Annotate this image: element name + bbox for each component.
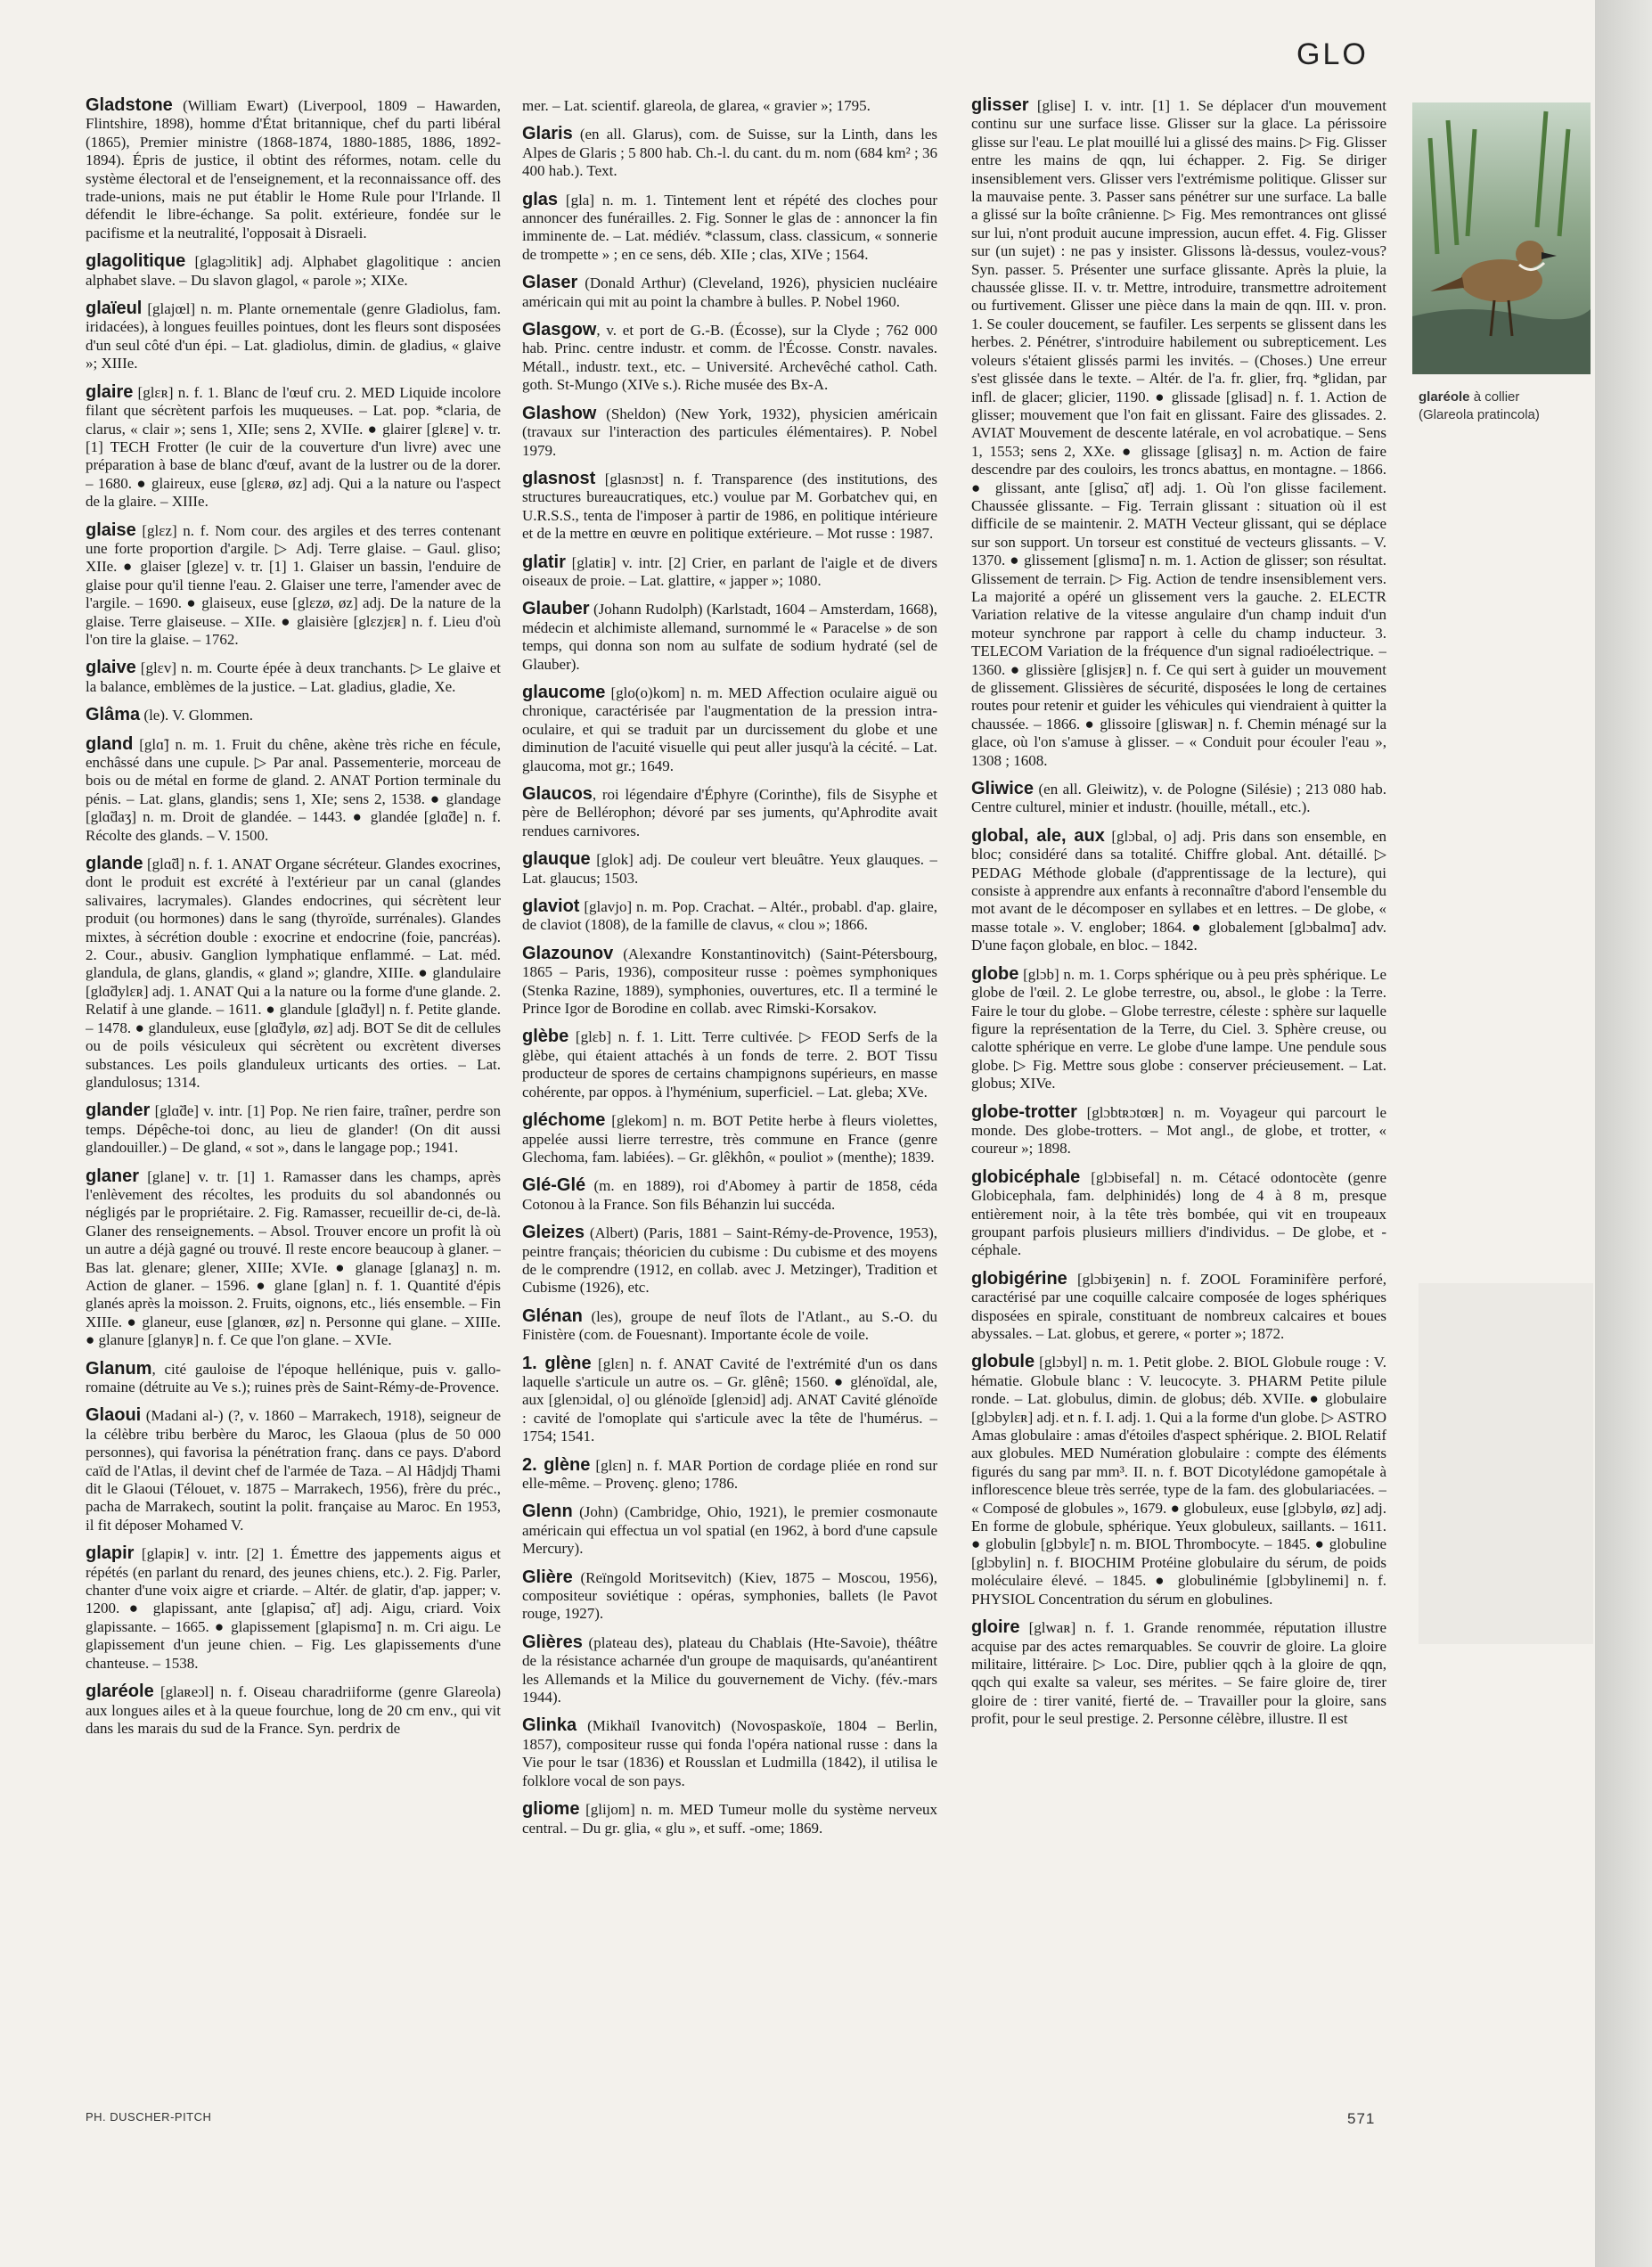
- dictionary-entry: [522, 683, 937, 775]
- column-2: [522, 96, 937, 2101]
- entry-text: (le). V. Glommen.: [140, 707, 254, 724]
- dictionary-entry: [522, 600, 937, 674]
- entry-text: (Reïngold Moritsevitch) (Kiev, 1875 – Moscou, 1956), compositeur soviétique : opéras, symphonies, ballets (le Pavot rouge, 1927).: [522, 1568, 937, 1623]
- entry-headword: glaner: [86, 1166, 140, 1186]
- entry-text: (Donald Arthur) (Cleveland, 1926), physicien nucléaire américain qui mit au point la chambre à bulles. P. Nobel 1960.: [522, 274, 937, 310]
- entry-headword: 1. glène: [522, 1353, 592, 1373]
- entry-headword: glaïeul: [86, 299, 143, 319]
- entry-text: [glɑ̃d] n. f. 1. ANAT Organe sécréteur. Glandes exocrines, dont le produit est excrété à l'extérieur par un canal (glandes salivaires, lacrymales). Glandes endocrines, qui sécrètent leur produit (ou hormones) dans le sang (thyroïde, surrénales). Glandes mixtes, à sécrétion double : exocrine et endocrine (foie, pancréas). 2. Cour., abusiv. Ganglion lymphatique enflammé. – Lat. méd. glandula, de glans, glandis, « gland »; glandre, XIIIe. ● glandulaire [glɑ̃dylɛʀ] adj. 1. ANAT Qui a la nature ou la forme d'une glande. 2. Relatif à une glande. – 1611. ● glandule [glɑ̃dyl] n. f. Petite glande. – 1478. ● glanduleux, euse [glɑ̃dylø, øz] adj. BOT Se dit de cellules ou de poils vésiculeux qui sécrètent ou excrètent diverses substances. Les poils glanduleux urticants des orties. – Lat. glandulosus; 1314.: [86, 855, 501, 1091]
- entry-text: [glɔbiʒeʀin] n. f. ZOOL Foraminifère perforé, caractérisé par une coquille calcaire composée de loges sphériques disposées en spirale, constituant de nombreux calcaires et boues abyssales. – Lat. globus, et gerere, « porter »; 1872.: [971, 1270, 1386, 1342]
- entry-text: (en all. Gleiwitz), v. de Pologne (Silésie) ; 213 080 hab. Centre culturel, minier et industr. (houille, métall., etc.).: [971, 781, 1386, 816]
- entry-headword: glatir: [522, 552, 566, 572]
- entry-text: (William Ewart) (Liverpool, 1809 – Hawarden, Flintshire, 1898), homme d'État britannique, chef du parti libéral (1865), Premier ministre (1868-1874, 1880-1885, 1886, 1892-1894). Épris de justice, il obtint des réformes, notam. celle du système électoral et de l'enseignement, et la reconnaissance off. des trade-unions, mais ne put établir le Home Rule pour l'Irlande. Il défendit le libre-échange. Sa polit. extérieure, fondée sur le pacifisme et la neutralité, l'opposait à Disraeli.: [86, 97, 501, 241]
- dictionary-entry: [522, 1800, 937, 1837]
- column-3: [971, 96, 1386, 2101]
- entry-text: [glwaʀ] n. f. 1. Grande renommée, réputation illustre acquise par des actes remarquables. Se couvrir de gloire. La gloire militaire, littéraire. ▷ Loc. Dire, publier qqch à la gloire de qqn, qqch qui exalte sa valeur, ses mérites. – Se faire gloire de, tirer gloire de : tirer vanité, fierté de. – Travailler pour la gloire, sans profit, pour le seul prestige. 2. Personne célèbre, illustre. Il est: [971, 1619, 1386, 1728]
- dictionary-entry: [86, 706, 501, 724]
- entry-headword: glaive: [86, 658, 136, 678]
- photo-credit: PH. DUSCHER-PITCH: [86, 2110, 212, 2124]
- entry-headword: globe: [971, 963, 1019, 984]
- entry-headword: globigérine: [971, 1268, 1067, 1289]
- dictionary-entry: [522, 1633, 937, 1707]
- dictionary-entry: [86, 1682, 501, 1738]
- entry-headword: Glières: [522, 1632, 583, 1652]
- entry-headword: Gliwice: [971, 779, 1035, 799]
- entry-text: (Mikhaïl Ivanovitch) (Novospaskoïe, 1804 – Berlin, 1857), compositeur russe qui fonda l'opéra national russe : dans la Vie pour le tsar (1836) et Rousslan et Ludmilla (1842), il utilisa le folklore vocal de son pays.: [522, 1717, 937, 1789]
- dictionary-entry: [522, 321, 937, 395]
- dictionary-entry: [522, 1354, 937, 1446]
- dictionary-entry: [522, 1224, 937, 1297]
- entry-headword: globule: [971, 1352, 1035, 1372]
- caption-text: à collier: [1469, 389, 1520, 405]
- dictionary-entry: [86, 1544, 501, 1673]
- entry-headword: glas: [522, 189, 559, 209]
- entry-headword: glaucome: [522, 682, 606, 702]
- entry-text: (Madani al-) (?, v. 1860 – Marrakech, 1918), seigneur de la célèbre tribu berbère du Maroc, les Glaoua (plus de 50 000 personnes), qui favorisa la pénétration franç. dans ce pays. D'abord caïd de l'Atlas, il devint chef de l'armée de Taza. – Al Hâdjdj Thami dit le Glaoui (Télouet, v. 1875 – Marrakech, 1956), frère du préc., pacha de Marrakech, soutint la polit. française au Maroc. En 1953, il fit déposer Mohamed V.: [86, 1407, 501, 1534]
- dictionary-entry: [522, 1111, 937, 1166]
- entry-text: (Albert) (Paris, 1881 – Saint-Rémy-de-Provence, 1953), peintre français; théoricien du cubisme : Du cubisme et des moyens de le comprendre (1912, en collab. avec J. Metzinger), Tradition et Cubisme (1926), etc.: [522, 1224, 937, 1297]
- dictionary-entry: [522, 1307, 937, 1345]
- entry-text: [glaʀeɔl] n. f. Oiseau charadriiforme (genre Glareola) aux longues ailes et à la queue fourchue, long de 20 cm env., qui vit dans les marais du sud de la France. Syn. perdrix de: [86, 1683, 501, 1737]
- dictionary-entry: [86, 1360, 501, 1397]
- entry-text: [glɛb] n. f. 1. Litt. Terre cultivée. ▷ FEOD Serfs de la glèbe, qui étaient attachés à un fonds de terre. 2. BOT Tissu producteur de spores de certains champignons supérieurs, en masse cohérente, par oppos. à l'hyménium, superficiel. – Lat. gleba; XVe.: [522, 1028, 937, 1101]
- entry-headword: Glanum: [86, 1358, 152, 1379]
- dictionary-entry: [522, 945, 937, 1019]
- dictionary-entry: [971, 1618, 1386, 1728]
- entry-headword: glasnost: [522, 468, 596, 488]
- dictionary-entry: [86, 96, 501, 242]
- entry-text: (John) (Cambridge, Ohio, 1921), le premier cosmonaute américain qui effectua un vol spatial (en 1962, à bord d'une capsule Mercury).: [522, 1503, 937, 1558]
- entry-headword: glaire: [86, 381, 134, 402]
- dictionary-entry: [522, 1568, 937, 1624]
- entry-headword: Glénan: [522, 1305, 583, 1326]
- dictionary-entry: [522, 1716, 937, 1790]
- entry-text: , cité gauloise de l'époque hellénique, puis v. gallo-romaine (détruite au Ve s.); ruines près de Saint-Rémy-de-Provence.: [86, 1360, 501, 1395]
- dictionary-entry: [971, 1353, 1386, 1608]
- dictionary-entry: [86, 1167, 501, 1350]
- entry-headword: gland: [86, 733, 134, 754]
- entry-text: [glo(o)kom] n. m. MED Affection oculaire aiguë ou chronique, caractérisée par l'augmentation de la pression intra-oculaire, et qui se traduit par un durcissement du globe et une diminution de l'acuité visuelle qui peut aller jusqu'à la cécité. – Lat. glaucoma, mot gr.; 1649.: [522, 683, 937, 774]
- entry-headword: glander: [86, 1101, 151, 1121]
- entry-text: [gla] n. m. 1. Tintement lent et répété des cloches pour annoncer des funérailles. 2. Fig. Sonner le glas de : annoncer la fin imminente de. – Lat. médiév. *classum, class. classicum, « sonnerie de trompette » ; en ce sens, déb. XIIe ; clas, XIVe ; 1564.: [522, 191, 937, 263]
- entry-headword: glèbe: [522, 1027, 569, 1047]
- dictionary-entry: [971, 780, 1386, 817]
- dictionary-entry: [522, 470, 937, 544]
- entry-headword: Glâma: [86, 705, 141, 725]
- dictionary-entry: [522, 274, 937, 311]
- page-number: 571: [1347, 2110, 1376, 2127]
- dictionary-entry: [522, 1027, 937, 1101]
- entry-text: [glɛz] n. f. Nom cour. des argiles et des terres contenant une forte proportion d'argile. ▷ Adj. Terre glaise. – Gaul. gliso; XIIe. ● glaiser [gleze] v. tr. [1] 1. Glaiser un bassin, l'enduire de glaise pour qu'il tienne l'eau. 2. Glaiser une terre, l'amender avec de l'argile. – 1690. ● glaiseux, euse [glɛzø, øz] adj. De la nature de la glaise. Terre glaiseuse. – XIIe. ● glaisière [glɛzjɛʀ] n. f. Lieu d'où l'on tire la glaise. – 1762.: [86, 521, 501, 648]
- glareole-photo: [1412, 102, 1591, 374]
- entry-text: [glɑ̃] n. m. 1. Fruit du chêne, akène très riche en fécule, enchâssé dans une cupule. ▷ Par anal. Passementerie, morceau de bois ou de métal en forme de gland. 2. ANAT Portion terminale du pénis. – Lat. glans, glandis; sens 1, XIe; sens 2, 1538. ● glandage [glɑ̃daʒ] n. m. Droit de glandée. – 1443. ● glandée [glɑ̃de] n. f. Récolte des glands. – V. 1500.: [86, 735, 501, 844]
- dictionary-entry: [86, 855, 501, 1092]
- entry-text: [glɔbtʀɔtœʀ] n. m. Voyageur qui parcourt le monde. Des globe-trotters. – Mot angl., de globe, et trotter, « coureur »; 1898.: [971, 1103, 1386, 1158]
- entry-headword: glisser: [971, 96, 1029, 115]
- entry-headword: Glashow: [522, 403, 597, 423]
- entry-text: [glɔbisefal] n. m. Cétacé odontocète (genre Globicephala, fam. delphinidés) long de 4 à 8 m, presque entièrement noir, à la tête très bombée, qui vit en troupeaux groupant parfois plusieurs milliers d'individus. – De globe, et -céphale.: [971, 1168, 1386, 1259]
- page-edge: [1595, 0, 1652, 2267]
- entry-text: [glijom] n. m. MED Tumeur molle du système nerveux central. – Du gr. glia, « glu », et suff. -ome; 1869.: [522, 1801, 937, 1837]
- dictionary-entry: [522, 897, 937, 935]
- dictionary-entry: [522, 191, 937, 265]
- entry-headword: glaise: [86, 520, 136, 540]
- dictionary-entry: [971, 827, 1386, 955]
- entry-text: (les), groupe de neuf îlots de l'Atlant., au S.-O. du Finistère (com. de Fouesnant). Importante école de voile.: [522, 1307, 937, 1344]
- entry-text: [glatiʀ] v. intr. [2] Crier, en parlant de l'aigle et de divers oiseaux de proie. – Lat. glattire, « japper »; 1080.: [522, 553, 937, 589]
- entry-text: [glapiʀ] v. intr. [2] 1. Émettre des jappements aigus et répétés (en parlant du renard, des jeunes chiens, etc.). 2. Fig. Parler, chanter d'une voix aigre et criarde. – Altér. de glatir, d'ap. japper; v. 1200. ● glapissant, ante [glapisɑ̃, ɑ̃t] adj. Aigu, criard. Voix glapissante. – 1665. ● glapissement [glapismɑ̃] n. m. Cri aigu. Le glapissement d'un jeune chien. – Fig. Les glapissements d'une chanteuse. – 1538.: [86, 1545, 501, 1672]
- entry-text: (plateau des), plateau du Chablais (Hte-Savoie), théâtre de la résistance acharnée d'un groupe de maquisards, qu'anéantirent les Allemands et la Milice du gouvernement de Vichy. (fév.-mars 1944).: [522, 1633, 937, 1706]
- entry-headword: Glaucos: [522, 784, 593, 804]
- entry-headword: global, ale, aux: [971, 825, 1105, 846]
- dictionary-entry: [971, 1103, 1386, 1158]
- entry-headword: globicéphale: [971, 1166, 1081, 1187]
- dictionary-entry: [86, 383, 501, 512]
- entry-headword: Glauber: [522, 599, 590, 619]
- entry-text: [glise] I. v. intr. [1] 1. Se déplacer d'un mouvement continu sur une surface lisse. Glisser sur la glace. La périssoire glisse sur l'eau. Le plat mouillé lui a glissé des mains. ▷ Fig. Glisser entre les mains de qqn, lui échapper. 2. Fig. Se diriger insensiblement vers. Glisser vers l'extrémisme politique. Glisser sur la mauvaise pente. 3. Passer sans pénétrer sur une surface. La balle a glissé sur la boîte crânienne. ▷ Fig. Mes remontrances ont glissé sur lui, n'ont produit aucune impression, aucun effet. 4. Fig. Glisser sur (un sujet) : ne pas y insister. Glissons là-dessus, voulez-vous? Syn. passer. 5. Présenter une surface glissante. Après la pluie, la chaussée glisse. II. v. tr. Mettre, introduire, transmettre adroitement ou furtivement. Glisser une pièce dans la main de qqn. III. v. pron. 1. Se couler doucement, se faufiler. Les serpents se glissent dans les herbes. 2. Pénétrer, s'introduire habilement ou subrepticement. Les voleurs s'étaient glissés parmi les invités. – (Choses.) Une erreur s'est glissée dans le texte. – Altér. de l'a. fr. glier, frq. *glidan, par infl. de glacer; glicier, 1190. ● glissade [glisad] n. f. 1. Action de glisser; mouvement que l'on fait en glissant. Faire des glissades. 2. AVIAT Mouvement de descente latérale, en vol acrobatique. – Sens 1, 1553; sens 2, XXe. ● glissage [glisaʒ] n. m. Action de faire descendre par des couloirs, les troncs abattus, en montagne. – 1866. ● glissant, ante [glisɑ̃, ɑ̃t] adj. 1. Où l'on glisse facilement. Chaussée glissante. – Fig. Terrain glissant : situation où il est difficile de se maintenir. 2. MATH Vecteur glissant, qui se déplace sur son support. Un torseur est constitué de vecteurs glissants. – V. 1370. ● glissement [glismɑ̃] n. m. 1. Action de glisser; son résultat. Glissement de terrain. ▷ Fig. Action de tendre insensiblement vers. La majorité a opéré un glissement vers la gauche. 2. ELECTR Variation relative de la vitesse angulaire d'un champ induit d'un moteur synchrone par rapport à celle du champ inducteur. 3. TELECOM Variation de la fréquence d'un signal radioélectrique. – 1360. ● glissière [glisjɛʀ] n. f. Ce qui sert à guider un mouvement de glissement. Glissières de sécurité, disposées le long de certaines routes pour retenir et guider les véhicules qui viendraient à quitter la chaussée. – 1866. ● glissoire [gliswaʀ] n. f. Chemin ménagé sur la glace, où l'on s'amuse à glisser. – « Conduit pour écouler l'eau », 1308 ; 1608.: [971, 97, 1386, 769]
- entry-headword: Gleizes: [522, 1223, 585, 1243]
- entry-headword: glauque: [522, 849, 591, 870]
- entry-headword: Glaser: [522, 273, 578, 293]
- dictionary-entry: [522, 96, 937, 115]
- entry-text: [glɔbyl] n. m. 1. Petit globe. 2. BIOL Globule rouge : V. hématie. Globule blanc : V. leucocyte. 3. PHARM Petite pilule ronde. – Lat. globulus, dimin. de globus; déb. XVIIe. ● globulaire [glɔbylɛʀ] adj. et n. f. I. adj. 1. Qui a la forme d'un globe. ▷ ASTRO Amas globulaire : amas d'étoiles d'aspect sphérique. 2. BIOL Relatif aux globules. MED Numération globulaire : compte des éléments figurés du sang par mm³. II. n. f. BOT Dicotylédone gamopétale à inflorescence bleue très serrée, type de la fam. des globulariacées. – « Composé de globules », 1679. ● globuleux, euse [glɔbylø, øz] adj. En forme de globule, sphérique. Yeux globuleux, saillants. – 1611. ● globulin [glɔbylɛ̃] n. m. BIOL Thrombocyte. – 1845. ● globuline [glɔbylin] n. f. BIOCHIM Protéine globulaire du sérum, de poids moléculaire élevé. – 1845. ● globulinémie [glɔbylinemi] n. f. PHYSIOL Concentration du sérum en globulines.: [971, 1354, 1386, 1608]
- entry-text: [glɛn] n. f. ANAT Cavité de l'extrémité d'un os dans laquelle s'articule un autre os. – Gr. glênê; 1560. ● glénoïdal, ale, aux [glenɔidal, o] ou glénoïde [glenɔid] adj. ANAT Cavité glénoïde : cavité de l'omoplate qui s'articule avec la tête de l'humérus. – 1754; 1541.: [522, 1354, 937, 1445]
- entry-text: [glekom] n. m. BOT Petite herbe à fleurs violettes, appelée aussi lierre terrestre, très commune en France (genre Glechoma, fam. labiées). – Gr. glêkhôn, « pouliot » (menthe); 1839.: [522, 1112, 937, 1166]
- dictionary-entry: [86, 521, 501, 650]
- entry-text: [glok] adj. De couleur vert bleuâtre. Yeux glauques. – Lat. glaucus; 1503.: [522, 851, 937, 887]
- entry-text: [glɛv] n. m. Courte épée à deux tranchants. ▷ Le glaive et la balance, emblèmes de la justice. – Lat. gladius, gladie, Xe.: [86, 659, 501, 695]
- dictionary-entry: [522, 553, 937, 591]
- entry-text: (Alexandre Konstantinovitch) (Saint-Pétersbourg, 1865 – Paris, 1936), compositeur russe : poèmes symphoniques (Stenka Razine, 1889), symphonies, ouvertures, etc. Il a terminé le Prince Igor de Borodine en collab. avec Rimski-Korsakov.: [522, 945, 937, 1018]
- entry-text: (m. en 1889), roi d'Abomey à partir de 1858, céda Cotonou à la France. Son fils Béhanzin lui succéda.: [522, 1177, 937, 1213]
- faint-bleed-through: [1419, 1283, 1593, 1644]
- dictionary-entry: [971, 1168, 1386, 1260]
- dictionary-entry: [86, 299, 501, 373]
- entry-headword: Glenn: [522, 1502, 573, 1522]
- entry-headword: Glasgow: [522, 320, 597, 340]
- entry-headword: gloire: [971, 1617, 1020, 1638]
- entry-headword: Gladstone: [86, 96, 173, 115]
- entry-headword: Glière: [522, 1567, 573, 1587]
- entry-headword: Glaris: [522, 124, 573, 144]
- entry-headword: Glé-Glé: [522, 1175, 586, 1196]
- dictionary-entry: [522, 125, 937, 180]
- entry-headword: glaviot: [522, 896, 580, 917]
- caption-latin: (Glareola pratincola): [1419, 407, 1540, 422]
- entry-text: [glɔbal, o] adj. Pris dans son ensemble, en bloc; considéré dans sa totalité. Chiffre global. Ant. détaillé. ▷ PEDAG Méthode globale (d'apprentissage de la lecture), qui consiste à apprendre aux enfants à reconnaître d'abord l'ensemble du mot avant de le décomposer en syllabes et en lettres. – De globe, « masse totale ». V. englober; 1864. ● globalement [glɔbalmɑ̃] adv. D'une façon globale, en bloc. – 1842.: [971, 827, 1386, 954]
- entry-text: (en all. Glarus), com. de Suisse, sur la Linth, dans les Alpes de Glaris ; 5 800 hab. Ch.-l. du cant. du m. nom (684 km² ; 36 400 hab.). Text.: [522, 126, 937, 180]
- dictionary-entry: [522, 405, 937, 460]
- entry-text: [glɑ̃de] v. intr. [1] Pop. Ne rien faire, traîner, perdre son temps. Dépêche-toi donc, au lieu de glander! (On dit aussi glandouiller.) – De gland, « sot », dans le langage pop.; 1941.: [86, 1102, 501, 1157]
- dictionary-entry: [522, 1502, 937, 1558]
- entry-text: [glɔb] n. m. 1. Corps sphérique ou à peu près sphérique. Le globe de l'œil. 2. Le globe terrestre, ou, absol., le globe : la Terre. Faire le tour du globe. – Globe terrestre, céleste : sphère sur laquelle figure la représentation de la Terre, du Ciel. 3. Sphère creuse, ou calotte sphérique en verre. Le globe d'une lampe. Une pendule sous globe. ▷ Fig. Mettre sous globe : conserver précieusement. – Lat. globus; XIVe.: [971, 965, 1386, 1093]
- dictionary-entry: [971, 96, 1386, 770]
- entry-text: [glajœl] n. m. Plante ornementale (genre Gladiolus, fam. iridacées), à longues feuilles pointues, dont les fleurs sont disposées d'un seul côté d'un épi. – Lat. gladiolus, dimin. de gladius, « glaive »; XIIIe.: [86, 300, 501, 372]
- entry-headword: Glinka: [522, 1715, 577, 1736]
- entry-text: , roi légendaire d'Éphyre (Corinthe), fils de Sisyphe et père de Bellérophon; dévoré par ses juments, qu'Aphrodite avait rendues carnivores.: [522, 786, 937, 839]
- dictionary-entry: [86, 659, 501, 696]
- entry-headword: glagolitique: [86, 251, 186, 272]
- entry-text: , v. et port de G.-B. (Écosse), sur la Clyde ; 762 000 hab. Princ. centre industr. et comm. de l'Écosse. Constr. navales. Métall., industr. text., etc. – Université. Archevêché cathol. Cath. goth. St-Mungo (XIVe s.). Riche musée des Bx-A.: [522, 322, 937, 394]
- dictionary-entry: [86, 735, 501, 845]
- dictionary-entry: [522, 1176, 937, 1214]
- dictionary-entry: [86, 1406, 501, 1535]
- entry-headword: glande: [86, 854, 143, 874]
- entry-text: (Johann Rudolph) (Karlstadt, 1604 – Amsterdam, 1668), médecin et alchimiste allemand, surnommé le « Paracelse » de son temps, qui donna son nom au sulfate de sodium hydraté (sel de Glauber).: [522, 601, 937, 673]
- entry-text: [glɛʀ] n. f. 1. Blanc de l'œuf cru. 2. MED Liquide incolore filant que sécrètent parfois les muqueuses. – Lat. pop. *claria, de clarus, « clair »; sens 1, XIIe; sens 2, XVIIe. ● glairer [glɛʀe] v. tr. [1] TECH Frotter (le cuir de la couverture d'un livre) avec une préparation à base de blanc d'œuf, avant de la lustrer ou de la dorer. – 1680. ● glaireux, euse [glɛʀø, øz] adj. Qui a la nature ou l'aspect de la glaire. – XIIIe.: [86, 383, 501, 511]
- entry-text: (Sheldon) (New York, 1932), physicien américain (travaux sur l'interaction des particules élémentaires). P. Nobel 1979.: [522, 405, 937, 459]
- entry-headword: Glazounov: [522, 943, 614, 963]
- entry-text: mer. – Lat. scientif. glareola, de glarea, « gravier »; 1795.: [522, 97, 871, 114]
- dictionary-entry: [86, 252, 501, 290]
- entry-text: [glane] v. tr. [1] 1. Ramasser dans les champs, après l'enlèvement des récoltes, les produits du sol abandonnés ou négligés par le propriétaire. 2. Fig. Ramasser, recueillir de-ci, de-là. Glaner des renseignements. – Absol. Trouver encore un profit là où un autre a déjà gagné ou trouvé. Il reste encore beaucoup à glaner. – Bas lat. glenare; glener, XIIIe; XVIe. ● glanage [glanaʒ] n. m. Action de glaner. – 1596. ● glane [glan] n. f. 1. Quantité d'épis glanés après la moisson. 2. Fruits, oignons, etc., liés ensemble. – Fin XIIIe. ● glaneur, euse [glanœʀ, øz] n. Personne qui glane. – XIIIe. ● glanure [glanyʀ] n. f. Ce que l'on glane. – XVIe.: [86, 1167, 501, 1349]
- entry-headword: glapir: [86, 1543, 135, 1564]
- caption-headword: glaréole: [1419, 389, 1470, 405]
- entry-text: [glɛn] n. f. MAR Portion de cordage pliée en rond sur elle-même. – Provenç. gleno; 1786.: [522, 1456, 937, 1492]
- photo-caption: [1419, 389, 1597, 424]
- dictionary-entry: [971, 965, 1386, 1093]
- entry-headword: Glaoui: [86, 1405, 142, 1426]
- entry-headword: gléchome: [522, 1110, 606, 1131]
- entry-headword: globe-trotter: [971, 1101, 1077, 1122]
- dictionary-entry: [522, 785, 937, 840]
- dictionary-entry: [86, 1101, 501, 1157]
- entry-headword: 2. glène: [522, 1454, 591, 1475]
- guide-word: GLO: [1296, 37, 1369, 71]
- dictionary-entry: [971, 1270, 1386, 1344]
- dictionary-entry: [522, 1456, 937, 1494]
- entry-text: [glasnɔst] n. f. Transparence (des institutions, des structures bureaucratiques, etc.) voulue par M. Gorbatchev qui, en U.R.S.S., tenta de l'imposer à partir de 1986, en politique intérieure et de la mettre en œuvre en politique extérieure. – Mot russe : 1987.: [522, 470, 937, 543]
- dictionary-entry: [522, 850, 937, 888]
- entry-headword: gliome: [522, 1799, 580, 1820]
- entry-text: [glagɔlitik] adj. Alphabet glagolitique : ancien alphabet slave. – Du slavon glagol, « parole »; XIXe.: [86, 253, 501, 289]
- entry-headword: glaréole: [86, 1682, 154, 1702]
- column-1: [86, 96, 501, 2101]
- entry-text: [glavjo] n. m. Pop. Crachat. – Altér., probabl. d'ap. glaire, de claviot (1808), de la famille de clavus, « clou »; 1866.: [522, 898, 937, 934]
